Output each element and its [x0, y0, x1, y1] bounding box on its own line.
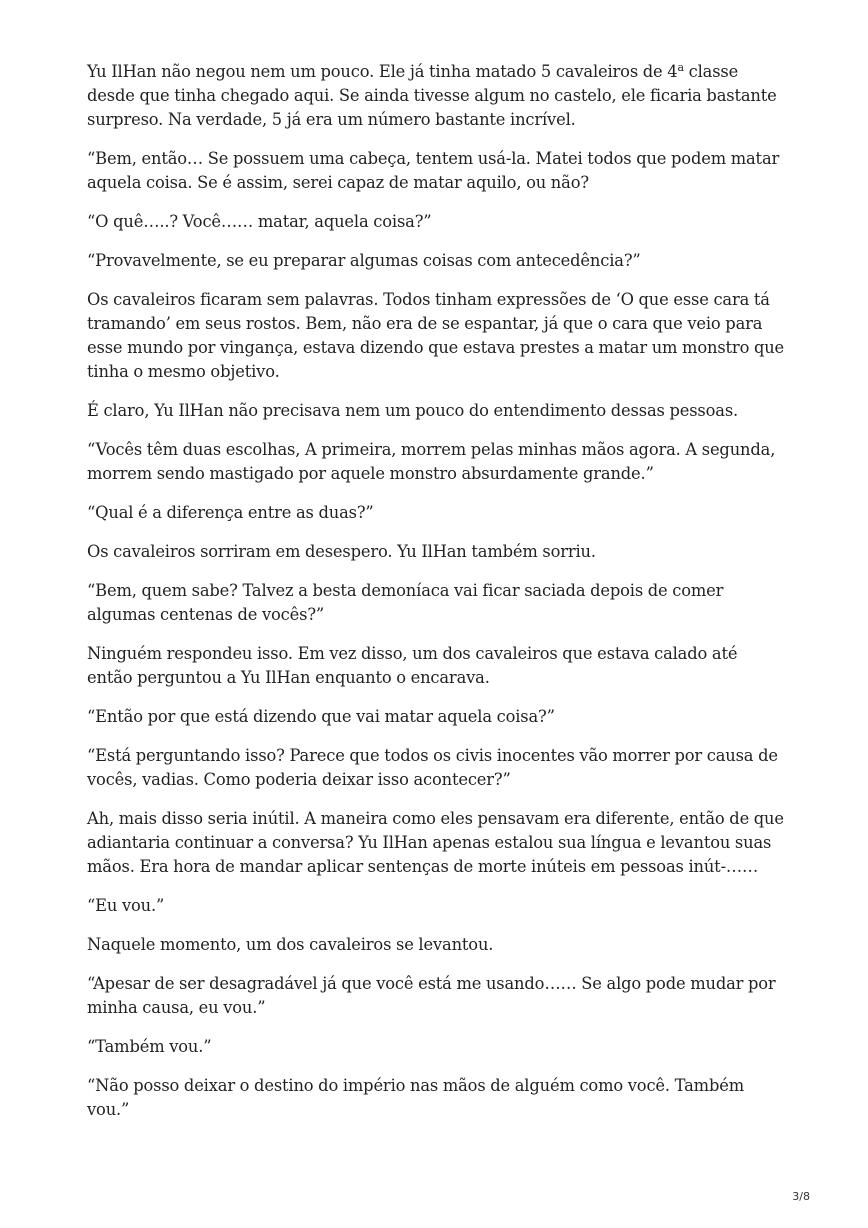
- paragraph: “Vocês têm duas escolhas, A primeira, morrem pelas minhas mãos agora. A segunda, morrem sendo mastigado por aquele monstro absurdamente grande.”: [87, 440, 776, 483]
- paragraph: “Bem, quem sabe? Talvez a besta demoníaca vai ficar saciada depois de comer algumas centenas de vocês?”: [87, 581, 724, 624]
- paragraph: “Bem, então… Se possuem uma cabeça, tentem usá-la. Matei todos que podem matar aquela coisa. Se é assim, serei capaz de matar aquilo, ou não?: [87, 149, 780, 192]
- paragraph: É claro, Yu IlHan não precisava nem um pouco do entendimento dessas pessoas.: [87, 401, 739, 420]
- paragraph: “Também vou.”: [87, 1037, 212, 1056]
- paragraph-text: Yu IlHan não negou nem um pouco. Ele já tinha matado 5 cavaleiros de 4: [87, 62, 678, 81]
- paragraph: “Está perguntando isso? Parece que todos os civis inocentes vão morrer por causa de vocês, vadias. Como poderia deixar isso acontecer?”: [87, 746, 778, 789]
- page-number: 3/8: [792, 1190, 810, 1203]
- paragraph: [87, 60, 787, 132]
- paragraph: “O quê…..? Você…… matar, aquela coisa?”: [87, 212, 432, 231]
- paragraph: “Eu vou.”: [87, 896, 165, 915]
- paragraph: “Apesar de ser desagradável já que você está me usando…… Se algo pode mudar por minha causa, eu vou.”: [87, 974, 776, 1017]
- paragraph: Os cavaleiros ficaram sem palavras. Todos tinham expressões de ‘O que esse cara tá tramando’ em seus rostos. Bem, não era de se espantar, já que o cara que veio para esse mundo por vingança, estava dizendo que estava prestes a matar um monstro que tinha o mesmo objetivo.: [87, 290, 785, 381]
- paragraph: Os cavaleiros sorriram em desespero. Yu IlHan também sorriu.: [87, 542, 596, 561]
- document-body: [87, 60, 787, 1137]
- paragraph: “Então por que está dizendo que vai matar aquela coisa?”: [87, 707, 555, 726]
- paragraph: “Qual é a diferença entre as duas?”: [87, 503, 374, 522]
- paragraph: Ah, mais disso seria inútil. A maneira como eles pensavam era diferente, então de que adiantaria continuar a conversa? Yu IlHan apenas estalou sua língua e levantou suas mãos. Era hora de mandar aplicar sentenças de morte inúteis em pessoas inút-……: [87, 809, 784, 876]
- ordinal-indicator: a: [677, 61, 684, 74]
- paragraph: “Não posso deixar o destino do império nas mãos de alguém como você. Também vou.”: [87, 1076, 744, 1119]
- paragraph: “Provavelmente, se eu preparar algumas coisas com antecedência?”: [87, 251, 641, 270]
- paragraph: Naquele momento, um dos cavaleiros se levantou.: [87, 935, 494, 954]
- paragraph-text: classe desde que tinha chegado aqui. Se ainda tivesse algum no castelo, ele ficaria bastante surpreso. Na verdade, 5 já era um número bastante incrível.: [87, 62, 777, 129]
- paragraph: Ninguém respondeu isso. Em vez disso, um dos cavaleiros que estava calado até então perguntou a Yu IlHan enquanto o encarava.: [87, 644, 738, 687]
